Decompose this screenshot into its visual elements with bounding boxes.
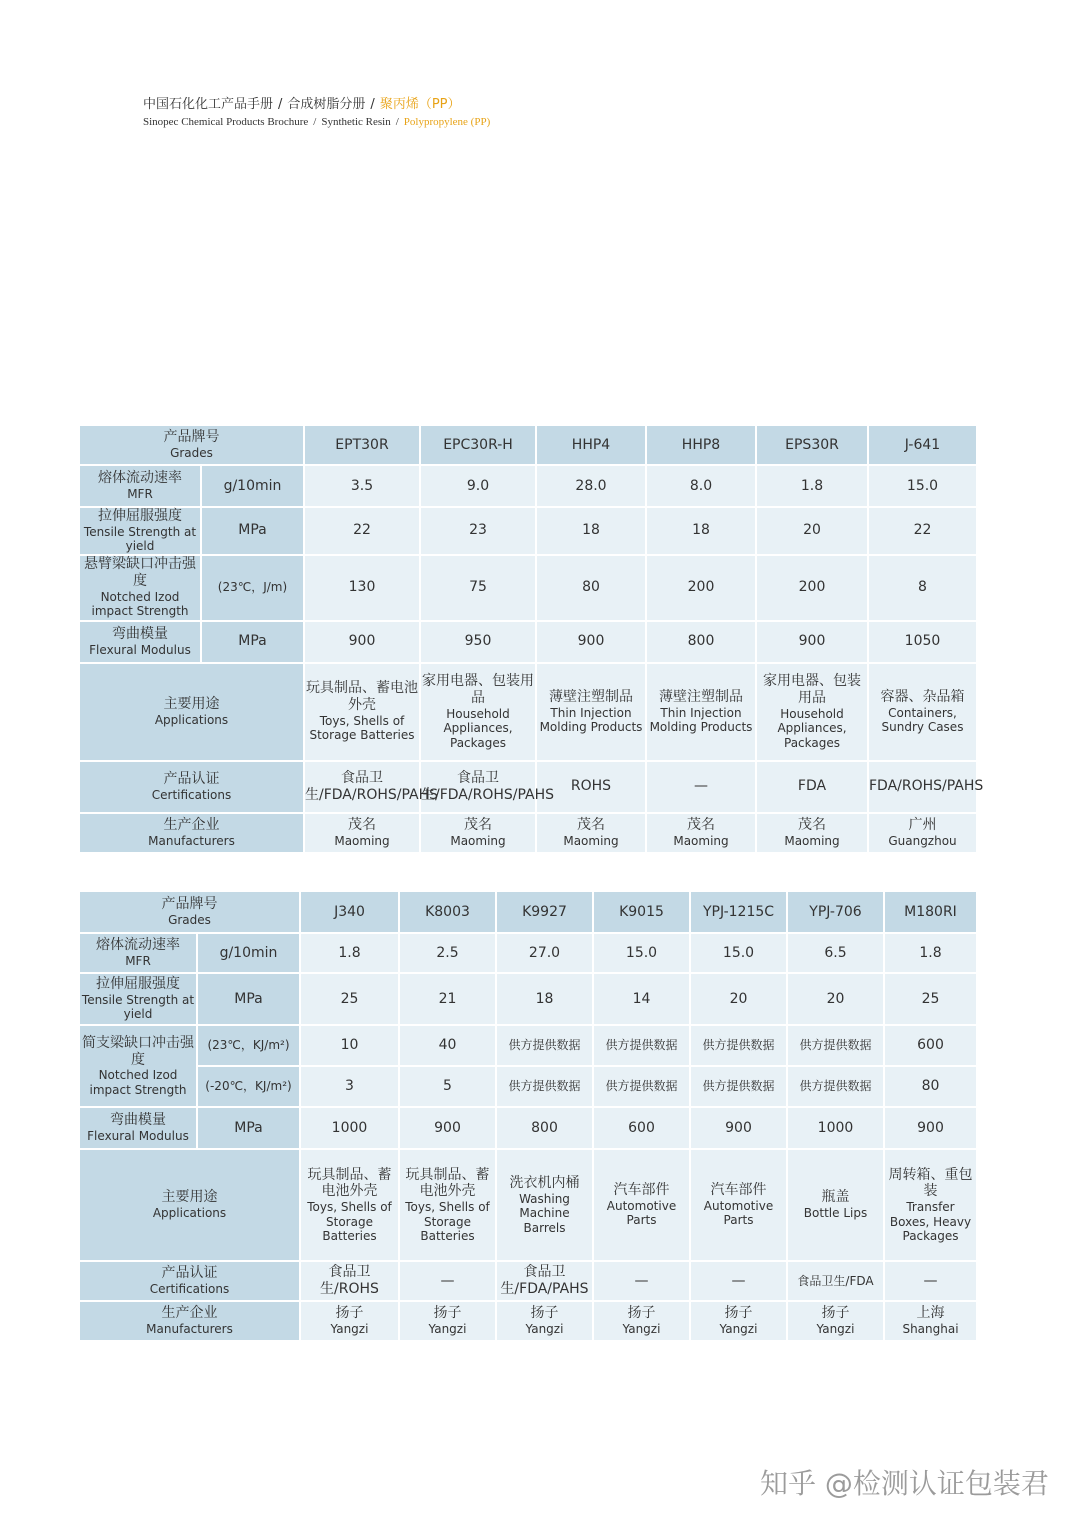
manufacturer-cell	[420, 813, 536, 853]
spec-table-2	[78, 890, 978, 1342]
applications-row	[79, 663, 977, 761]
grade-cell: EPS30R	[756, 425, 868, 465]
breadcrumb-cn	[143, 93, 461, 112]
mfr-value: 3.5	[304, 465, 420, 507]
flex-label-cn: 弯曲模量	[112, 625, 168, 642]
crumb-cn-1: 中国石化化工产品手册	[143, 97, 274, 112]
manufacturer-cn: 广州	[908, 816, 937, 833]
certification-value: 食品卫生/ROHS	[300, 1261, 399, 1301]
crumb-en-1: Sinopec Chemical Products Brochure	[143, 116, 309, 128]
applications-label-cn: 主要用途	[163, 695, 220, 712]
tensile-value: 22	[304, 507, 420, 555]
application-cn: 容器、杂品箱	[880, 688, 965, 705]
certification-value: ROHS	[536, 761, 646, 813]
flex-value: 950	[420, 621, 536, 663]
application-cn: 周转箱、重包装	[888, 1166, 973, 1200]
charpy-value-minus20: 3	[300, 1066, 399, 1107]
crumb-separator: /	[313, 116, 317, 128]
manufacturers-label-cn: 生产企业	[161, 1305, 218, 1322]
flex-value: 900	[756, 621, 868, 663]
application-en: Thin Injection Molding Products	[649, 705, 753, 734]
flex-value: 900	[304, 621, 420, 663]
application-cell	[304, 663, 420, 761]
manufacturer-cn: 扬子	[821, 1305, 850, 1322]
grade-cell: EPC30R-H	[420, 425, 536, 465]
application-cn: 玩具制品、蓄电池外壳	[306, 680, 418, 714]
izod-label-cn: 悬臂梁缺口冲击强度	[84, 556, 196, 590]
flex-value: 1050	[868, 621, 977, 663]
crumb-separator: /	[395, 116, 399, 128]
charpy-value-23: 供方提供数据	[787, 1025, 884, 1066]
manufacturer-cell	[536, 813, 646, 853]
crumb-separator: /	[278, 97, 283, 112]
mfr-value: 1.8	[884, 933, 977, 973]
applications-row	[79, 1149, 977, 1261]
application-cell	[787, 1149, 884, 1261]
certification-value: 食品卫生/FDA	[787, 1261, 884, 1301]
charpy-value-minus20: 供方提供数据	[787, 1066, 884, 1107]
mfr-value: 9.0	[420, 465, 536, 507]
application-cn: 洗衣机内桶	[509, 1175, 580, 1192]
application-cn: 家用电器、包装用品	[422, 673, 534, 706]
mfr-row	[79, 465, 977, 507]
izod-unit: (23℃，J/m)	[201, 555, 304, 621]
manufacturer-cn: 茂名	[798, 816, 826, 833]
charpy-value-minus20: 5	[399, 1066, 496, 1107]
certification-value: —	[646, 761, 756, 813]
charpy-label-cn: 简支梁缺口冲击强度	[82, 1034, 194, 1068]
tensile-value: 20	[787, 973, 884, 1025]
certification-value: 食品卫生/FDA/ROHS/PAHS	[304, 761, 420, 813]
applications-label	[79, 1149, 300, 1261]
applications-label-en: Applications	[154, 712, 229, 727]
crumb-separator: /	[370, 97, 375, 112]
izod-value: 200	[756, 555, 868, 621]
flex-value: 900	[884, 1107, 977, 1149]
application-cell	[884, 1149, 977, 1261]
application-en: Bottle Lips	[803, 1206, 868, 1221]
mfr-label-cn: 熔体流动速率	[96, 937, 180, 954]
flex-unit: MPa	[201, 621, 304, 663]
application-en: Washing Machine Barrels	[519, 1191, 570, 1235]
manufacturer-cn: 上海	[916, 1305, 945, 1322]
certification-value: —	[884, 1261, 977, 1301]
mfr-value: 6.5	[787, 933, 884, 973]
grades-header	[79, 425, 304, 465]
tensile-label-cn: 拉伸屈服强度	[98, 508, 182, 524]
manufacturer-en: Guangzhou	[888, 833, 957, 848]
izod-row	[79, 555, 977, 621]
charpy-unit-minus20: (-20℃，KJ/m²)	[197, 1066, 300, 1107]
izod-label	[79, 555, 201, 621]
manufacturer-en: Yangzi	[330, 1322, 369, 1337]
tensile-label-en: Tensile Strength at yield	[83, 524, 197, 554]
flex-unit: MPa	[197, 1107, 300, 1149]
mfr-label-en: MFR	[125, 954, 151, 969]
mfr-value: 1.8	[756, 465, 868, 507]
certifications-label-cn: 产品认证	[161, 1265, 218, 1282]
grades-header	[79, 891, 300, 933]
certification-value: 食品卫生/FDA/PAHS	[496, 1261, 593, 1301]
charpy-value-minus20: 供方提供数据	[690, 1066, 787, 1107]
manufacturer-cn: 扬子	[724, 1305, 753, 1322]
certification-value: —	[399, 1261, 496, 1301]
grades-label-cn: 产品牌号	[161, 896, 218, 913]
izod-value: 80	[536, 555, 646, 621]
mfr-row	[79, 933, 977, 973]
grade-cell: J-641	[868, 425, 977, 465]
tensile-value: 25	[300, 973, 399, 1025]
tensile-value: 22	[868, 507, 977, 555]
izod-value: 200	[646, 555, 756, 621]
charpy-value-23: 40	[399, 1025, 496, 1066]
manufacturer-cn: 扬子	[335, 1305, 364, 1322]
manufacturer-cn: 茂名	[687, 816, 715, 833]
manufacturer-cell	[756, 813, 868, 853]
tensile-unit: MPa	[197, 973, 300, 1025]
application-cell	[593, 1149, 690, 1261]
tensile-label	[79, 973, 197, 1025]
flex-value: 800	[646, 621, 756, 663]
manufacturers-row	[79, 813, 977, 853]
flex-label	[79, 621, 201, 663]
manufacturer-cn: 扬子	[433, 1305, 462, 1322]
certification-value: FDA	[756, 761, 868, 813]
grade-cell: M180RI	[884, 891, 977, 933]
grade-cell: HHP4	[536, 425, 646, 465]
manufacturer-cell	[300, 1301, 399, 1341]
mfr-label	[79, 933, 197, 973]
charpy-row-minus20	[79, 1066, 977, 1107]
mfr-unit: g/10min	[201, 465, 304, 507]
manufacturer-cn: 茂名	[348, 816, 376, 833]
flex-value: 900	[690, 1107, 787, 1149]
charpy-value-23: 600	[884, 1025, 977, 1066]
manufacturer-cn: 茂名	[577, 816, 605, 833]
grade-cell: J340	[300, 891, 399, 933]
application-cn: 玩具制品、蓄电池外壳	[405, 1166, 490, 1200]
watermark: 知乎 @检测认证包装君	[760, 1467, 1049, 1500]
charpy-value-23: 10	[300, 1025, 399, 1066]
manufacturer-cn: 茂名	[464, 816, 492, 833]
mfr-value: 27.0	[496, 933, 593, 973]
application-cn: 瓶盖	[821, 1189, 850, 1206]
charpy-value-23: 供方提供数据	[690, 1025, 787, 1066]
manufacturer-en: Yangzi	[428, 1322, 467, 1337]
application-cell	[756, 663, 868, 761]
tensile-value: 23	[420, 507, 536, 555]
tensile-value: 20	[690, 973, 787, 1025]
application-cell	[536, 663, 646, 761]
mfr-value: 15.0	[593, 933, 690, 973]
manufacturer-en: Yangzi	[622, 1322, 661, 1337]
tensile-label-en: Tensile Strength at yield	[81, 993, 195, 1022]
grade-cell: HHP8	[646, 425, 756, 465]
tensile-value: 18	[646, 507, 756, 555]
manufacturers-label-en: Manufacturers	[146, 1322, 233, 1337]
crumb-en-2: Synthetic Resin	[321, 116, 391, 128]
spec-table-1	[78, 424, 984, 854]
manufacturers-label-cn: 生产企业	[163, 816, 220, 833]
mfr-value: 1.8	[300, 933, 399, 973]
mfr-label	[79, 465, 201, 507]
tensile-value: 21	[399, 973, 496, 1025]
manufacturer-en: Maoming	[334, 833, 390, 848]
charpy-value-23: 供方提供数据	[496, 1025, 593, 1066]
application-cell	[646, 663, 756, 761]
charpy-value-minus20: 供方提供数据	[593, 1066, 690, 1107]
grades-row	[79, 891, 977, 933]
certification-value: 食品卫生/FDA/ROHS/PAHS	[420, 761, 536, 813]
application-en: Toys, Shells of Storage Batteries	[309, 713, 415, 743]
grades-label-en: Grades	[170, 446, 213, 461]
mfr-label-en: MFR	[127, 487, 153, 502]
application-cn: 家用电器、包装用品	[763, 673, 861, 706]
crumb-cn-current: 聚丙烯（PP）	[379, 97, 461, 112]
manufacturer-en: Maoming	[673, 833, 729, 848]
grades-row	[79, 425, 977, 465]
manufacturers-row	[79, 1301, 977, 1341]
application-en: Transfer Boxes, Heavy Packages	[889, 1200, 972, 1243]
manufacturer-en: Shanghai	[902, 1322, 959, 1337]
tensile-value: 25	[884, 973, 977, 1025]
tensile-label-cn: 拉伸屈服强度	[96, 976, 180, 993]
mfr-value: 2.5	[399, 933, 496, 973]
application-en: Thin Injection Molding Products	[539, 705, 643, 734]
manufacturer-cell	[399, 1301, 496, 1341]
certifications-row	[79, 1261, 977, 1301]
charpy-value-23: 供方提供数据	[593, 1025, 690, 1066]
application-cn: 薄壁注塑制品	[549, 688, 633, 705]
grades-label-cn: 产品牌号	[163, 429, 220, 446]
grade-cell: YPJ-706	[787, 891, 884, 933]
flex-value: 900	[399, 1107, 496, 1149]
application-cell	[868, 663, 977, 761]
grades-label-en: Grades	[168, 913, 211, 928]
izod-value: 130	[304, 555, 420, 621]
charpy-unit-23: (23℃，KJ/m²)	[197, 1025, 300, 1066]
flex-label-en: Flexural Modulus	[89, 642, 191, 657]
manufacturer-en: Maoming	[450, 833, 506, 848]
certifications-label-en: Certifications	[149, 1282, 230, 1297]
mfr-value: 15.0	[690, 933, 787, 973]
charpy-label-en: Notched Izod impact Strength	[89, 1068, 187, 1097]
grade-cell: K9015	[593, 891, 690, 933]
mfr-value: 8.0	[646, 465, 756, 507]
application-en: Household Appliances, Packages	[777, 706, 847, 750]
mfr-value: 15.0	[868, 465, 977, 507]
applications-label-en: Applications	[152, 1206, 227, 1221]
application-cn: 玩具制品、蓄电池外壳	[307, 1166, 392, 1200]
manufacturer-en: Maoming	[784, 833, 840, 848]
application-cell	[420, 663, 536, 761]
application-en: Containers, Sundry Cases	[881, 705, 964, 734]
charpy-label	[79, 1025, 197, 1107]
flex-row	[79, 621, 977, 663]
manufacturer-cell	[496, 1301, 593, 1341]
certification-value: FDA/ROHS/PAHS	[868, 761, 977, 813]
grade-cell: EPT30R	[304, 425, 420, 465]
flex-label-cn: 弯曲模量	[110, 1112, 166, 1129]
applications-label	[79, 663, 304, 761]
mfr-value: 28.0	[536, 465, 646, 507]
certification-value: —	[690, 1261, 787, 1301]
manufacturer-cell	[868, 813, 977, 853]
certifications-label-cn: 产品认证	[163, 770, 220, 787]
manufacturer-en: Yangzi	[525, 1322, 564, 1337]
tensile-value: 18	[536, 507, 646, 555]
manufacturer-en: Yangzi	[719, 1322, 758, 1337]
application-cell	[300, 1149, 399, 1261]
charpy-row-23	[79, 1025, 977, 1066]
charpy-value-minus20: 80	[884, 1066, 977, 1107]
mfr-unit: g/10min	[197, 933, 300, 973]
flex-value: 900	[536, 621, 646, 663]
tensile-label	[79, 507, 201, 555]
application-en: Automotive Parts	[606, 1199, 677, 1228]
application-en: Toys, Shells of Storage Batteries	[307, 1200, 392, 1243]
mfr-label-cn: 熔体流动速率	[98, 470, 182, 487]
tensile-value: 18	[496, 973, 593, 1025]
certifications-label-en: Certifications	[151, 787, 232, 802]
grade-cell: K8003	[399, 891, 496, 933]
manufacturer-cn: 扬子	[530, 1305, 559, 1322]
certification-value: —	[593, 1261, 690, 1301]
manufacturer-cn: 扬子	[627, 1305, 656, 1322]
manufacturer-cell	[593, 1301, 690, 1341]
izod-label-en: Notched Izod impact Strength	[91, 589, 189, 619]
application-cn: 薄壁注塑制品	[659, 688, 743, 705]
tensile-row	[79, 973, 977, 1025]
manufacturers-label	[79, 1301, 300, 1341]
crumb-en-current: Polypropylene (PP)	[403, 116, 491, 128]
manufacturer-cell	[787, 1301, 884, 1341]
manufacturers-label	[79, 813, 304, 853]
certifications-label	[79, 1261, 300, 1301]
application-cn: 汽车部件	[710, 1182, 767, 1199]
izod-value: 8	[868, 555, 977, 621]
breadcrumb-en	[143, 116, 490, 128]
application-en: Automotive Parts	[703, 1199, 774, 1228]
manufacturer-cell	[884, 1301, 977, 1341]
manufacturer-cell	[646, 813, 756, 853]
flex-value: 600	[593, 1107, 690, 1149]
flex-value: 800	[496, 1107, 593, 1149]
certifications-row	[79, 761, 977, 813]
flex-label	[79, 1107, 197, 1149]
application-cell	[690, 1149, 787, 1261]
grade-cell: YPJ-1215C	[690, 891, 787, 933]
manufacturer-cell	[690, 1301, 787, 1341]
tensile-value: 14	[593, 973, 690, 1025]
charpy-value-minus20: 供方提供数据	[496, 1066, 593, 1107]
crumb-cn-2: 合成树脂分册	[287, 97, 366, 112]
tensile-row	[79, 507, 977, 555]
flex-value: 1000	[300, 1107, 399, 1149]
application-cell	[496, 1149, 593, 1261]
application-cell	[399, 1149, 496, 1261]
applications-label-cn: 主要用途	[161, 1189, 218, 1206]
izod-value: 75	[420, 555, 536, 621]
certifications-label	[79, 761, 304, 813]
manufacturer-en: Maoming	[563, 833, 619, 848]
tensile-value: 20	[756, 507, 868, 555]
tensile-unit: MPa	[201, 507, 304, 555]
manufacturer-cell	[304, 813, 420, 853]
flex-row	[79, 1107, 977, 1149]
application-en: Toys, Shells of Storage Batteries	[405, 1200, 490, 1243]
application-en: Household Appliances, Packages	[443, 706, 513, 750]
manufacturers-label-en: Manufacturers	[148, 833, 235, 848]
manufacturer-en: Yangzi	[816, 1322, 855, 1337]
grade-cell: K9927	[496, 891, 593, 933]
flex-value: 1000	[787, 1107, 884, 1149]
flex-label-en: Flexural Modulus	[87, 1129, 189, 1144]
application-cn: 汽车部件	[613, 1182, 670, 1199]
